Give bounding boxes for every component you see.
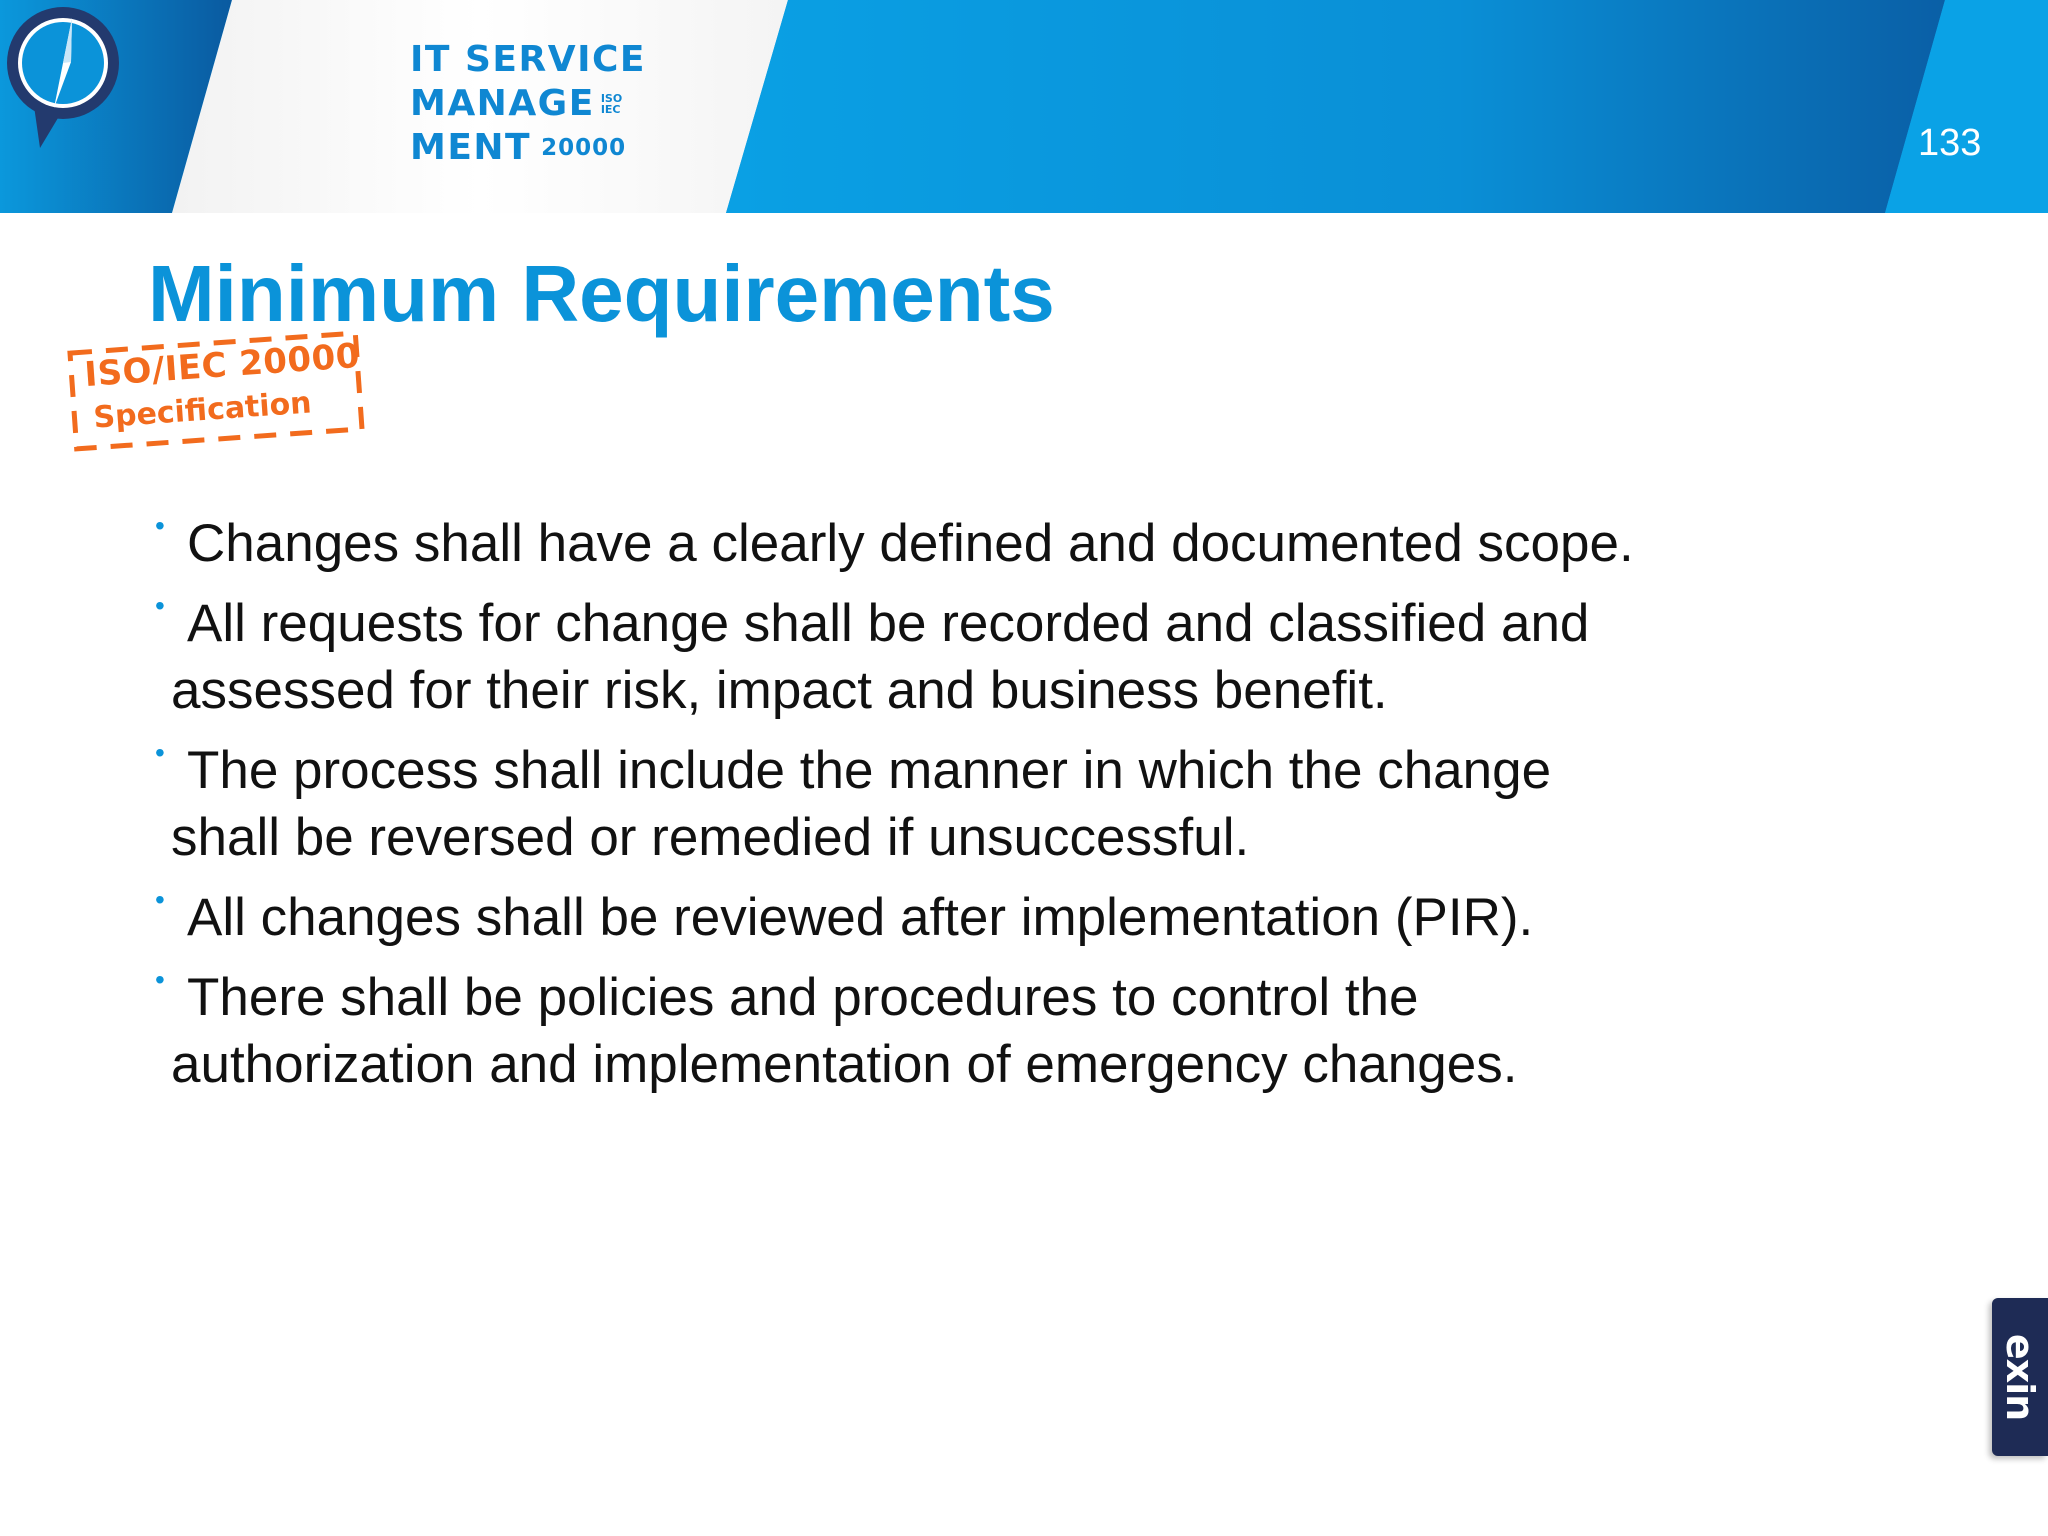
logo-line-2: MANAGE xyxy=(410,83,595,124)
logo-iso-iec xyxy=(601,93,622,115)
logo-iso: ISO xyxy=(600,92,623,105)
logo-number: 20000 xyxy=(541,134,627,161)
list-item xyxy=(155,964,1645,1098)
bullet-dot-icon: • xyxy=(155,737,165,768)
compass-pin-icon xyxy=(0,0,128,150)
service-management-logo xyxy=(410,38,646,170)
exin-brand-tab xyxy=(1992,1298,2048,1456)
list-item xyxy=(155,590,1645,724)
bullet-dot-icon: • xyxy=(155,884,165,915)
logo-line-1: IT SERVICE xyxy=(410,39,646,80)
list-item-text: All requests for change shall be recorded and classified and assessed for their risk, impact and business benefit. xyxy=(171,594,1590,720)
list-item xyxy=(155,737,1645,871)
list-item xyxy=(155,510,1645,577)
list-item xyxy=(155,884,1645,951)
list-item-text: All changes shall be reviewed after implementation (PIR). xyxy=(187,888,1534,947)
slide-title: Minimum Requirements xyxy=(148,249,1055,338)
list-item-text: There shall be policies and procedures to control the authorization and implementation of emergency changes. xyxy=(171,968,1518,1094)
bullet-dot-icon: • xyxy=(155,964,165,995)
banner-graphic xyxy=(0,0,2048,213)
bullet-dot-icon: • xyxy=(155,590,165,621)
specification-stamp xyxy=(67,330,365,452)
stamp-line-2: Specification xyxy=(92,385,313,436)
list-item-text: Changes shall have a clearly defined and documented scope. xyxy=(187,514,1634,573)
logo-line-3: MENT xyxy=(410,127,532,168)
logo-iec: IEC xyxy=(600,103,621,116)
header-banner xyxy=(0,0,2048,213)
page-number: 133 xyxy=(1918,122,1982,164)
requirements-list xyxy=(155,510,1645,1111)
list-item-text: The process shall include the manner in which the change shall be reversed or remedied if unsuccessful. xyxy=(171,741,1552,867)
stamp-line-1: ISO/IEC 20000 xyxy=(83,335,362,396)
bullet-dot-icon: • xyxy=(155,510,165,541)
exin-logo-text: exin xyxy=(1998,1333,2042,1421)
